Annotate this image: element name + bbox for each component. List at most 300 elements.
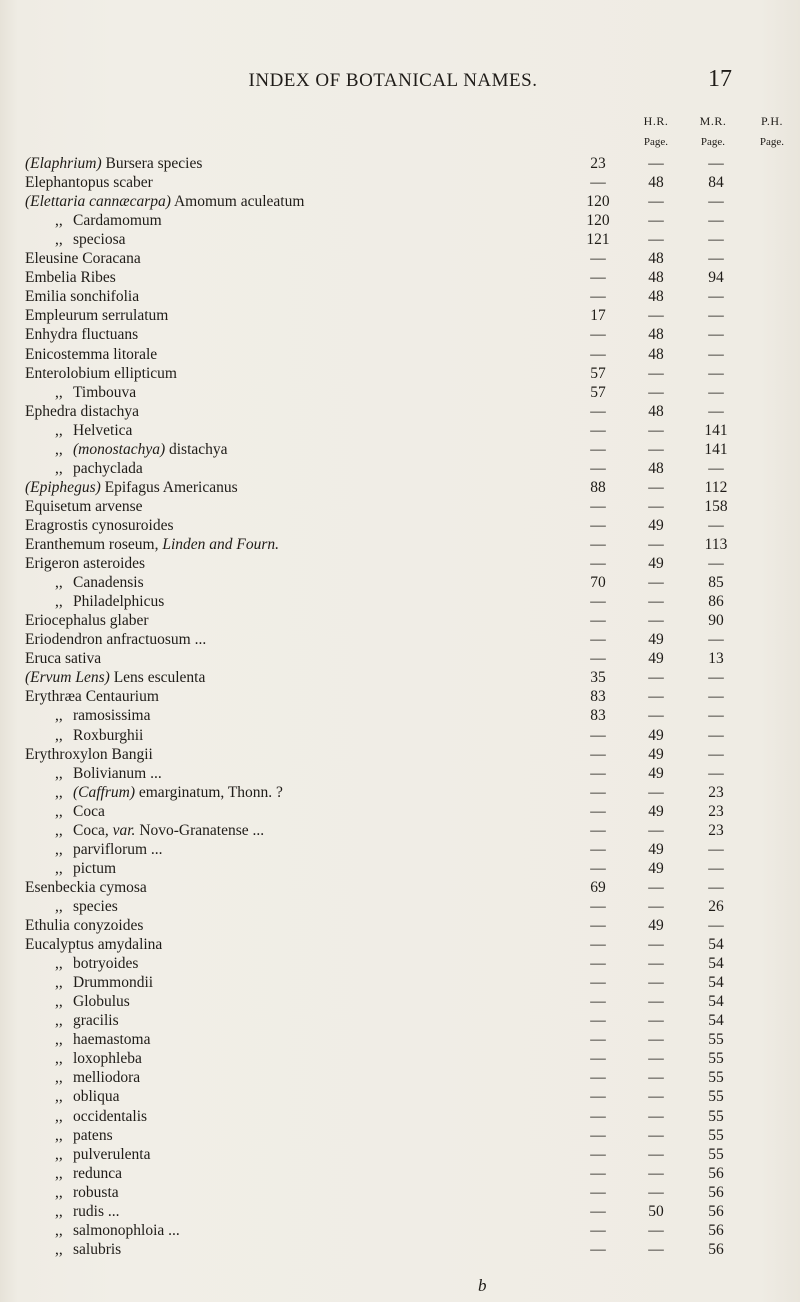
- page-ref-mr: —: [648, 1221, 664, 1239]
- ditto-mark: ,,: [55, 1088, 63, 1106]
- page-ref-ph: 54: [708, 974, 724, 992]
- page-ref-hr: —: [590, 250, 606, 268]
- page-ref-ph: —: [708, 707, 724, 725]
- page-ref-hr: —: [590, 269, 606, 287]
- entry-name: [73, 1030, 150, 1050]
- page-ref-mr: 48: [648, 269, 664, 287]
- page-ref-mr: —: [648, 669, 664, 687]
- entry-name-text: parviflorum ...: [73, 840, 163, 858]
- page-ref-hr: 121: [586, 231, 610, 249]
- entry-name: [25, 554, 145, 574]
- page-ref-ph: 86: [708, 593, 724, 611]
- entry-name-text: Helvetica: [73, 421, 133, 439]
- ditto-mark: ,,: [55, 421, 63, 439]
- entry-name: [73, 1126, 113, 1146]
- index-entry: [25, 1202, 724, 1222]
- index-entry: [25, 478, 728, 498]
- page-ref-ph: —: [708, 402, 724, 420]
- entry-name-text: Philadelphicus: [73, 593, 165, 611]
- entry-authority: var.: [112, 821, 136, 839]
- index-entry: [25, 1183, 724, 1203]
- page-ref-ph: —: [708, 155, 724, 172]
- entry-name: [25, 516, 174, 536]
- entry-name: [25, 364, 177, 384]
- page-ref-ph: —: [708, 917, 724, 934]
- index-entry: [25, 440, 728, 460]
- page-ref-mr: —: [648, 440, 664, 458]
- ditto-mark: ,,: [55, 783, 63, 801]
- entry-name-text: Eruca sativa: [25, 650, 102, 668]
- page-ref-hr: —: [590, 1088, 606, 1106]
- entry-name: [73, 840, 163, 860]
- entry-name-text: Coca,: [73, 821, 113, 839]
- entry-name-text: Enhydra fluctuans: [25, 326, 139, 344]
- entry-name: [25, 478, 238, 498]
- page-ref-ph: 55: [708, 1145, 724, 1163]
- page-ref-ph: —: [708, 345, 724, 363]
- page-ref-hr: —: [590, 421, 606, 439]
- page-ref-hr: —: [590, 631, 606, 649]
- ditto-mark: ,,: [55, 840, 63, 858]
- ditto-mark: ,,: [55, 1183, 63, 1201]
- entry-name: [25, 916, 143, 936]
- page-ref-ph: —: [708, 745, 724, 763]
- ditto-mark: ,,: [55, 1145, 63, 1163]
- entry-name-text: gracilis: [73, 1012, 119, 1030]
- column-abbr: P.H.: [760, 114, 783, 128]
- entry-name-text: botryoides: [73, 955, 139, 973]
- page-ref-hr: —: [590, 917, 606, 934]
- page-ref-hr: —: [590, 1221, 606, 1239]
- entry-name: [73, 897, 118, 917]
- entry-name: [73, 1183, 119, 1203]
- page-ref-mr: 49: [648, 555, 664, 573]
- entry-name: [73, 211, 162, 231]
- page-ref-mr: 48: [648, 345, 664, 363]
- entry-name-text: Globulus: [73, 993, 130, 1011]
- page-ref-ph: 85: [708, 574, 724, 592]
- entry-synonym: (Elettaria cannæcarpa): [25, 193, 171, 211]
- index-entry: [25, 745, 724, 765]
- entry-name-text: Novo-Granatense ...: [135, 821, 265, 839]
- page-ref-mr: —: [648, 1031, 664, 1049]
- page-ref-hr: —: [590, 459, 606, 477]
- index-entry: [25, 459, 724, 479]
- page-ref-hr: —: [590, 859, 606, 877]
- page-ref-ph: —: [708, 364, 724, 382]
- entry-name: [25, 668, 205, 688]
- page-ref-ph: —: [708, 878, 724, 896]
- page-ref-hr: —: [590, 174, 606, 192]
- ditto-mark: ,,: [55, 821, 63, 839]
- ditto-mark: ,,: [55, 974, 63, 992]
- entry-name-text: Bolivianum ...: [73, 764, 162, 782]
- column-header-hr: [628, 114, 684, 148]
- page-ref-hr: 57: [590, 364, 606, 382]
- page-ref-hr: —: [590, 955, 606, 973]
- entry-name: [73, 992, 130, 1012]
- ditto-mark: ,,: [55, 993, 63, 1011]
- page-ref-mr: —: [648, 1183, 664, 1201]
- page-ref-mr: —: [648, 1240, 664, 1258]
- page-ref-hr: —: [590, 726, 606, 744]
- ditto-mark: ,,: [55, 1050, 63, 1068]
- index-entry: [25, 249, 724, 269]
- entry-name: [25, 325, 138, 345]
- page-ref-mr: —: [648, 974, 664, 992]
- page-ref-hr: —: [590, 993, 606, 1011]
- page-ref-mr: —: [648, 936, 664, 954]
- page-ref-mr: —: [648, 707, 664, 725]
- page-ref-mr: —: [648, 783, 664, 801]
- page-ref-hr: 17: [590, 307, 606, 325]
- entry-name-text: Eriocephalus glaber: [25, 612, 149, 630]
- page-ref-hr: —: [590, 612, 606, 630]
- index-entry: [25, 154, 724, 174]
- page-ref-mr: —: [648, 1107, 664, 1125]
- page-ref-mr: 49: [648, 917, 664, 934]
- entry-name: [25, 249, 141, 269]
- index-entry: [25, 935, 724, 955]
- column-sub: Page.: [643, 136, 669, 148]
- index-entry: [25, 516, 724, 536]
- page-ref-ph: —: [708, 631, 724, 649]
- ditto-mark: ,,: [55, 212, 63, 230]
- ditto-mark: ,,: [55, 955, 63, 973]
- index-entry: [25, 878, 724, 898]
- entry-name-text: Eragrostis cynosuroides: [25, 516, 174, 534]
- entry-name-text: Ephedra distachya: [25, 402, 140, 420]
- page-ref-ph: 56: [708, 1221, 724, 1239]
- page-ref-ph: 141: [704, 440, 728, 458]
- entry-synonym: (monostachya): [73, 440, 166, 458]
- ditto-mark: ,,: [55, 383, 63, 401]
- entry-name-text: loxophleba: [73, 1050, 142, 1068]
- page-ref-ph: 158: [704, 497, 728, 515]
- page-ref-ph: 55: [708, 1069, 724, 1087]
- index-entry: [25, 1087, 724, 1107]
- page-ref-ph: 23: [708, 802, 724, 820]
- page-ref-mr: 49: [648, 859, 664, 877]
- page-ref-mr: —: [648, 1012, 664, 1030]
- index-entry: [25, 687, 724, 707]
- index-entry: [25, 573, 724, 593]
- index-entry: [25, 1107, 724, 1127]
- column-abbr: M.R.: [699, 114, 727, 128]
- entry-name: [73, 1164, 122, 1184]
- page-ref-hr: —: [590, 593, 606, 611]
- page-ref-hr: —: [590, 783, 606, 801]
- entry-authority: Linden and Fourn.: [162, 536, 280, 553]
- page-ref-hr: —: [590, 840, 606, 858]
- entry-name-text: emarginatum, Thonn. ?: [135, 783, 283, 801]
- page-ref-hr: —: [590, 345, 606, 363]
- entry-name-text: pictum: [73, 859, 117, 877]
- entry-name-text: robusta: [73, 1183, 119, 1201]
- page-ref-hr: —: [590, 536, 606, 553]
- page-ref-hr: —: [590, 516, 606, 534]
- entry-name-text: Eranthemum roseum,: [25, 536, 163, 553]
- entry-name-text: Timbouva: [73, 383, 137, 401]
- page-ref-ph: —: [708, 193, 724, 211]
- page-ref-ph: 113: [704, 536, 728, 553]
- page-ref-mr: —: [648, 155, 664, 172]
- entry-name: [25, 935, 162, 955]
- page-ref-mr: 49: [648, 650, 664, 668]
- index-entry: [25, 1164, 724, 1184]
- page-ref-ph: 56: [708, 1164, 724, 1182]
- page-ref-hr: 23: [590, 155, 606, 172]
- page-ref-hr: —: [590, 974, 606, 992]
- page-ref-mr: 49: [648, 840, 664, 858]
- page-ref-mr: —: [648, 212, 664, 230]
- page-ref-mr: 48: [648, 288, 664, 306]
- entry-name-text: Elephantopus scaber: [25, 174, 153, 192]
- entry-name-text: occidentalis: [73, 1107, 148, 1125]
- ditto-mark: ,,: [55, 1126, 63, 1144]
- page-ref-ph: —: [708, 288, 724, 306]
- page-ref-hr: —: [590, 1202, 606, 1220]
- entry-name-text: Roxburghii: [73, 726, 144, 744]
- entry-name: [73, 230, 126, 250]
- entry-name: [25, 192, 304, 212]
- index-entry: [25, 554, 724, 574]
- index-entry: [25, 268, 724, 288]
- ditto-mark: ,,: [55, 707, 63, 725]
- page-ref-hr: 120: [586, 193, 610, 211]
- ditto-mark: ,,: [55, 1012, 63, 1030]
- page-ref-ph: —: [708, 764, 724, 782]
- page-ref-mr: —: [648, 688, 664, 706]
- page-ref-ph: 56: [708, 1240, 724, 1258]
- page-ref-ph: 54: [708, 1012, 724, 1030]
- page-ref-mr: —: [648, 478, 664, 496]
- index-entry: [25, 668, 724, 688]
- entry-name: [73, 726, 143, 746]
- entry-name: [25, 687, 159, 707]
- index-entry: [25, 954, 724, 974]
- index-entry: [25, 1126, 724, 1146]
- entry-name: [73, 954, 138, 974]
- page-ref-ph: 55: [708, 1031, 724, 1049]
- entry-name-text: Enterolobium ellipticum: [25, 364, 177, 382]
- page-ref-ph: —: [708, 326, 724, 344]
- page-ref-mr: 49: [648, 631, 664, 649]
- index-entry: [25, 421, 728, 441]
- ditto-mark: ,,: [55, 1202, 63, 1220]
- ditto-mark: ,,: [55, 1069, 63, 1087]
- page-ref-ph: —: [708, 555, 724, 573]
- entry-name: [25, 173, 153, 193]
- ditto-mark: ,,: [55, 1240, 63, 1258]
- page-ref-mr: 50: [648, 1202, 664, 1220]
- index-entry: [25, 1240, 724, 1260]
- index-entry: [25, 402, 724, 422]
- index-entry: [25, 592, 724, 612]
- entry-name: [25, 154, 202, 174]
- page-ref-mr: —: [648, 364, 664, 382]
- entry-name: [25, 535, 279, 555]
- entry-name: [73, 1087, 120, 1107]
- signature-mark: b: [478, 1276, 487, 1295]
- index-entry: [25, 1145, 724, 1165]
- page-ref-ph: —: [708, 231, 724, 249]
- index-entry: [25, 992, 724, 1012]
- entry-name: [25, 497, 143, 517]
- page-ref-ph: —: [708, 383, 724, 401]
- index-entry: [25, 706, 724, 726]
- page-ref-ph: 23: [708, 821, 724, 839]
- page-ref-mr: —: [648, 383, 664, 401]
- entry-name-text: Embelia Ribes: [25, 269, 116, 287]
- index-entry: [25, 230, 724, 250]
- page-ref-ph: 55: [708, 1088, 724, 1106]
- page-ref-ph: 56: [708, 1202, 724, 1220]
- ditto-mark: ,,: [55, 859, 63, 877]
- index-entry: [25, 1068, 724, 1088]
- ditto-mark: ,,: [55, 593, 63, 611]
- entry-name-text: Eleusine Coracana: [25, 250, 141, 268]
- page-ref-ph: 55: [708, 1107, 724, 1125]
- page-ref-ph: 26: [708, 897, 724, 915]
- page-ref-ph: —: [708, 688, 724, 706]
- page-ref-mr: —: [648, 897, 664, 915]
- entry-name-text: Lens esculenta: [109, 669, 206, 687]
- page-ref-mr: —: [648, 497, 664, 515]
- index-entry: [25, 1011, 724, 1031]
- index-entry: [25, 211, 724, 231]
- entry-name-text: pulverulenta: [73, 1145, 151, 1163]
- entry-name-text: Amomum aculeatum: [170, 193, 305, 211]
- page-ref-hr: 83: [590, 688, 606, 706]
- page-ref-mr: 49: [648, 745, 664, 763]
- index-entry: [25, 287, 724, 307]
- entry-name-text: Bursera species: [101, 155, 203, 172]
- index-entry: [25, 630, 724, 650]
- entry-synonym: (Ervum Lens): [25, 669, 110, 687]
- index-entry: [25, 726, 724, 746]
- page-ref-ph: 54: [708, 936, 724, 954]
- page-ref-hr: 57: [590, 383, 606, 401]
- index-entry: [25, 345, 724, 365]
- entry-name-text: speciosa: [73, 231, 126, 249]
- page-ref-ph: —: [708, 669, 724, 687]
- page-ref-hr: —: [590, 1107, 606, 1125]
- page-ref-ph: 112: [704, 478, 728, 496]
- index-entry: [25, 535, 728, 555]
- entry-name-text: pachyclada: [73, 459, 143, 477]
- entry-name: [73, 1068, 140, 1088]
- page-ref-ph: —: [708, 840, 724, 858]
- page-ref-hr: —: [590, 555, 606, 573]
- entry-name-text: Canadensis: [73, 574, 144, 592]
- page-ref-ph: 55: [708, 1050, 724, 1068]
- page-ref-hr: —: [590, 326, 606, 344]
- entry-synonym: (Elaphrium): [25, 155, 102, 172]
- page-ref-hr: —: [590, 1164, 606, 1182]
- entry-name: [25, 287, 139, 307]
- entry-synonym: (Caffrum): [73, 783, 135, 801]
- column-abbr: H.R.: [643, 114, 669, 128]
- page-ref-ph: —: [708, 307, 724, 325]
- entry-name: [73, 1049, 142, 1069]
- page-ref-hr: —: [590, 897, 606, 915]
- entry-name: [73, 1011, 119, 1031]
- entry-name: [73, 802, 105, 822]
- running-head: INDEX OF BOTANICAL NAMES.: [248, 70, 538, 91]
- ditto-mark: ,,: [55, 440, 63, 458]
- page-ref-ph: 141: [704, 421, 728, 439]
- page-ref-hr: —: [590, 497, 606, 515]
- ditto-mark: ,,: [55, 1221, 63, 1239]
- page-ref-hr: —: [590, 764, 606, 782]
- entry-name-text: Epifagus Americanus: [100, 478, 238, 496]
- entry-name: [73, 440, 228, 460]
- index-entry: [25, 973, 724, 993]
- ditto-mark: ,,: [55, 1031, 63, 1049]
- index-entry: [25, 1030, 724, 1050]
- page-ref-hr: —: [590, 936, 606, 954]
- entry-name: [25, 611, 149, 631]
- entry-name-text: Coca: [73, 802, 105, 820]
- page-ref-mr: —: [648, 421, 664, 439]
- entry-name: [73, 764, 162, 784]
- page-ref-mr: —: [648, 574, 664, 592]
- entry-name: [73, 706, 151, 726]
- page-ref-hr: —: [590, 1240, 606, 1258]
- ditto-mark: ,,: [55, 1164, 63, 1182]
- page-ref-ph: —: [708, 250, 724, 268]
- page-ref-mr: —: [648, 1164, 664, 1182]
- entry-name-text: Ethulia conyzoides: [25, 917, 144, 934]
- entry-name: [25, 306, 168, 326]
- index-entry: [25, 497, 728, 517]
- page-ref-ph: 23: [708, 783, 724, 801]
- index-entry: [25, 173, 724, 193]
- entry-name-text: melliodora: [73, 1069, 141, 1087]
- entry-name-text: Eucalyptus amydalina: [25, 936, 163, 954]
- entry-name: [73, 1107, 147, 1127]
- entry-name: [73, 1240, 121, 1260]
- index-entry: [25, 649, 724, 669]
- page-ref-mr: —: [648, 193, 664, 211]
- index-entry: [25, 364, 724, 384]
- index-entry: [25, 192, 724, 212]
- index-entry: [25, 821, 724, 841]
- page-ref-mr: —: [648, 878, 664, 896]
- entry-name-text: salubris: [73, 1240, 122, 1258]
- entry-name-text: Erythræa Centaurium: [25, 688, 159, 706]
- index-entry: [25, 916, 724, 936]
- entry-name: [73, 459, 143, 479]
- page-ref-mr: —: [648, 1050, 664, 1068]
- page-ref-mr: 48: [648, 174, 664, 192]
- page-number: 17: [708, 66, 732, 92]
- column-header-ph: [744, 114, 800, 148]
- column-sub: Page.: [759, 136, 785, 148]
- index-entry: [25, 1049, 724, 1069]
- entry-name: [25, 630, 206, 650]
- entry-synonym: (Epiphegus): [25, 478, 101, 496]
- entry-name: [73, 573, 144, 593]
- entry-name: [73, 973, 153, 993]
- index-entry: [25, 897, 724, 917]
- entry-name-text: salmonophloia ...: [73, 1221, 180, 1239]
- entry-name: [25, 402, 139, 422]
- page-ref-ph: 90: [708, 612, 724, 630]
- entry-name-text: Esenbeckia cymosa: [25, 878, 147, 896]
- index-entry: [25, 306, 724, 326]
